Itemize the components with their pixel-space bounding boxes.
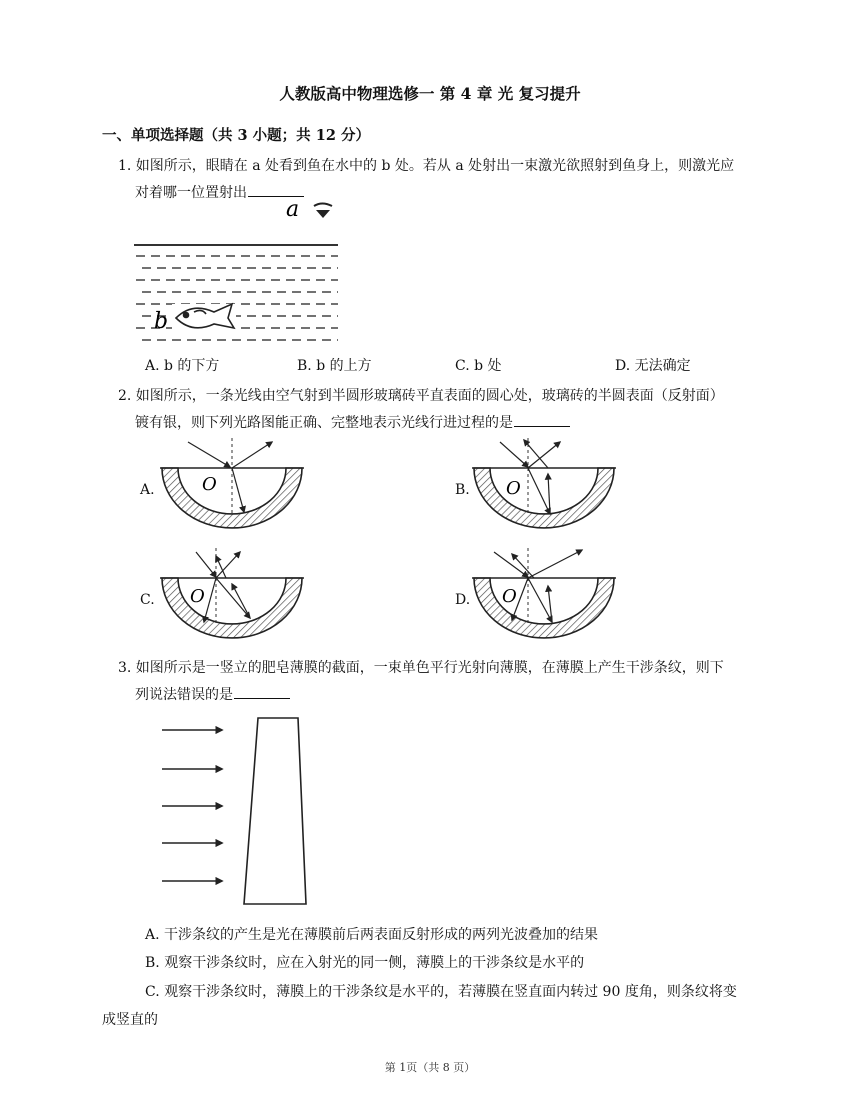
q2-option-a-label: A. [140,482,155,498]
page-title: 人教版高中物理选修一 第 4 章 光 复习提升 [279,84,581,103]
q2-stem-line1: 2. 如图所示，一条光线由空气射到半圆形玻璃砖平直表面的圆心处，玻璃砖的半圆表面（反射面） [118,388,724,404]
incident-light-arrows [162,730,222,881]
eye-icon [314,204,332,219]
q3-option-c-line1: C. 观察干涉条纹时，薄膜上的干涉条纹是水平的，若薄膜在竖直面内转过 90 度角，则条纹将变 [145,984,737,1000]
answer-blank [514,414,570,427]
section-heading: 一、单项选择题（共 3 小题；共 12 分） [102,127,370,144]
q1-figure-fish [132,196,342,348]
q3-option-a: A. 干涉条纹的产生是光在薄膜前后两表面反射形成的两列光波叠加的结果 [145,927,599,943]
q3-option-b: B. 观察干涉条纹时，应在入射光的同一侧，薄膜上的干涉条纹是水平的 [145,955,585,971]
q2-b-letter-o: O [506,478,521,499]
q2-option-c-label: C. [140,592,155,608]
q1-option-a: A. b 的下方 [145,358,220,374]
q2-option-d-label: D. [455,592,471,608]
q2-diagram-a [160,438,310,534]
q1-label-b: b [154,309,169,334]
q2-a-letter-o: O [202,474,217,495]
q1-option-b: B. b 的上方 [297,358,372,374]
q2-diagram-d [472,548,622,644]
q1-option-d: D. 无法确定 [615,358,691,374]
q1-option-c: C. b 处 [455,358,502,374]
q2-diagram-c [160,548,310,644]
q3-option-c-line2: 成竖直的 [102,1012,158,1028]
q3-figure-film [158,712,328,908]
q2-diagram-b [472,438,622,534]
q3-stem-line2: 列说法错误的是 [135,684,290,704]
q1-label-a: a [286,197,300,222]
q2-c-letter-o: O [190,586,205,607]
q2-stem-line2: 镀有银，则下列光路图能正确、完整地表示光线行进过程的是 [135,412,570,432]
q1-stem-line2: 对着哪一位置射出 [135,182,304,202]
q2-option-b-label: B. [455,482,470,498]
q3-stem-line1: 3. 如图所示是一竖立的肥皂薄膜的截面，一束单色平行光射向薄膜，在薄膜上产生干涉条纹，则下 [118,660,724,676]
q2-d-letter-o: O [502,586,517,607]
answer-blank [234,686,290,699]
soap-film-cross-section [244,718,306,904]
q1-stem-line1: 1. 如图所示，眼睛在 a 处看到鱼在水中的 b 处。若从 a 处射出一束激光欲照射到鱼身上，则激光应 [118,158,735,174]
page-footer: 第 1页（共 8 页） [384,1061,476,1074]
